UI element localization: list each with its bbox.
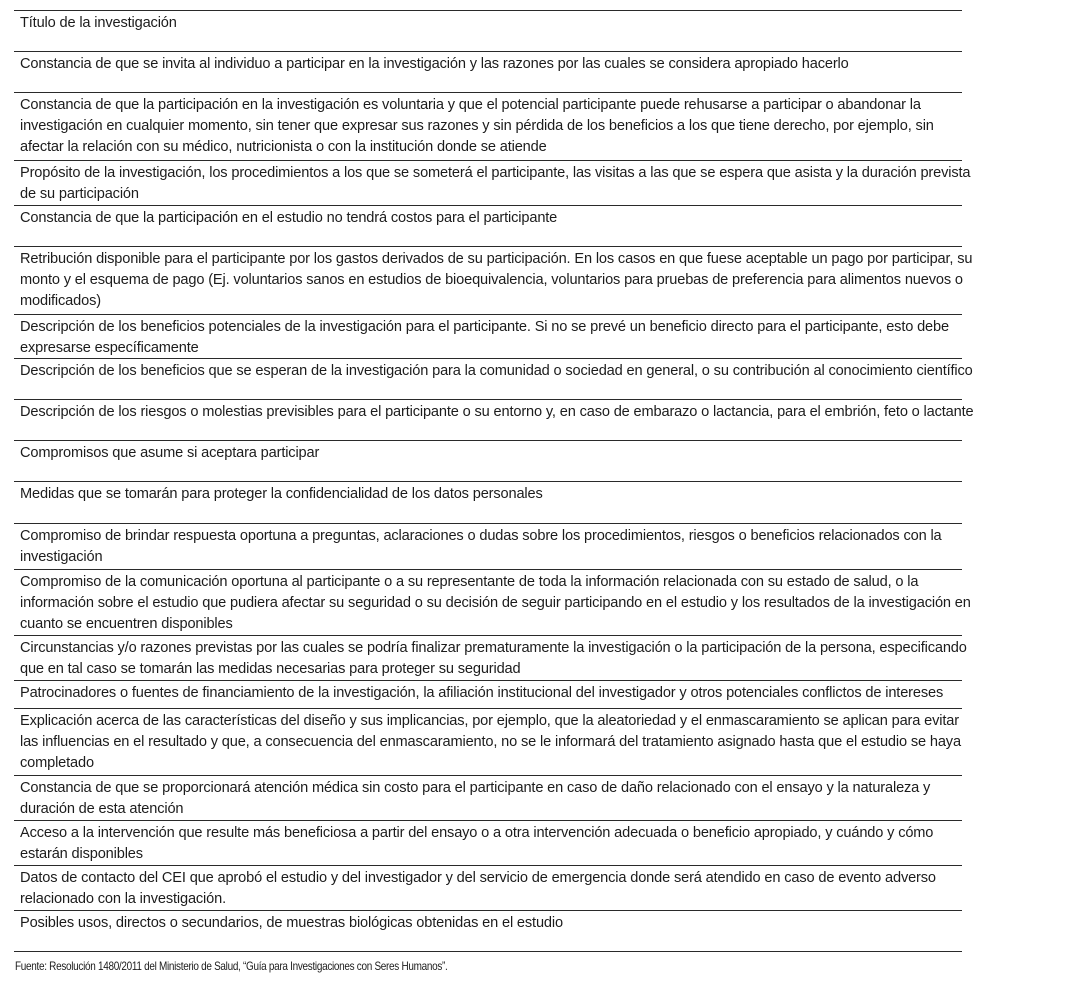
row-text-line: relacionado con la investigación. xyxy=(20,891,226,907)
row-text-line: investigación xyxy=(20,549,103,565)
row-text-line: duración de esta atención xyxy=(20,801,184,817)
table-row xyxy=(14,481,962,523)
table-row xyxy=(14,865,962,910)
row-text-line: Compromiso de la comunicación oportuna al participante o a su representante de toda la información relacionada con su estado de salud, o la xyxy=(20,574,919,590)
row-text-line: afectar la relación con su médico, nutricionista o con la institución donde se atiende xyxy=(20,139,547,155)
table-row xyxy=(14,205,962,246)
table-row xyxy=(14,160,971,205)
row-text-line: Descripción de los riesgos o molestias previsibles para el participante o su entorno y, en caso de embarazo o lactancia, para el embrión, feto o lactante xyxy=(20,404,974,420)
table-row xyxy=(14,51,962,92)
row-text-line: Constancia de que se proporcionará atención médica sin costo para el participante en caso de daño relacionado con el ensayo y la naturaleza y xyxy=(20,780,931,796)
row-text-line: expresarse específicamente xyxy=(20,340,199,356)
row-text-line: Datos de contacto del CEI que aprobó el estudio y del investigador y del servicio de emergencia donde será atendido en caso de evento adverso xyxy=(20,870,936,886)
row-text-line: cuanto se encuentren disponibles xyxy=(20,616,233,632)
row-text-line: Retribución disponible para el participante por los gastos derivados de su participación. En los casos en que fuese aceptable un pago por participar, su xyxy=(20,251,973,267)
row-text-line: Compromiso de brindar respuesta oportuna a preguntas, aclaraciones o dudas sobre los procedimientos, riesgos o beneficios relacionados con la xyxy=(20,528,942,544)
row-text-line: Circunstancias y/o razones previstas por las cuales se podría finalizar prematuramente la investigación o la participación de la persona, especificando xyxy=(20,640,967,656)
row-text-line: investigación en cualquier momento, sin tener que expresar sus razones y sin pérdida de los beneficios a los que tiene derecho, por ejemplo, sin xyxy=(20,118,934,134)
table-row xyxy=(14,10,962,51)
table-row xyxy=(14,680,962,708)
row-text-line: Constancia de que la participación en la investigación es voluntaria y que el potencial participante puede rehusarse a participar o abandonar la xyxy=(20,97,921,113)
row-text-line: Posibles usos, directos o secundarios, de muestras biológicas obtenidas en el estudio xyxy=(20,915,563,931)
table-row xyxy=(14,92,962,160)
table-row xyxy=(14,775,962,820)
row-text-line: Constancia de que la participación en el estudio no tendrá costos para el participante xyxy=(20,210,558,226)
row-text-line: Medidas que se tomarán para proteger la confidencialidad de los datos personales xyxy=(20,486,543,502)
source-footnote: Fuente: Resolución 1480/2011 del Ministerio de Salud, “Guía para Investigaciones con Seres Humanos”. xyxy=(15,960,448,973)
requirements-table xyxy=(14,10,974,952)
table-row xyxy=(14,314,962,358)
row-text-line: Constancia de que se invita al individuo a participar en la investigación y las razones por las cuales se considera apropiado hacerlo xyxy=(20,56,849,72)
row-text-line: que en tal caso se tomarán las medidas necesarias para proteger su seguridad xyxy=(20,661,521,677)
row-text-line: monto y el esquema de pago (Ej. voluntarios sanos en estudios de bioequivalencia, voluntarios para pruebas de preferencia para alimentos nuevos o xyxy=(20,272,963,288)
table-row xyxy=(14,569,971,635)
table-row xyxy=(14,246,973,314)
table-row xyxy=(14,820,962,865)
row-text-line: estarán disponibles xyxy=(20,846,143,862)
row-text-line: Patrocinadores o fuentes de financiamiento de la investigación, la afiliación institucional del investigador y otros potenciales conflictos de intereses xyxy=(20,685,944,701)
row-text-line: Compromisos que asume si aceptara participar xyxy=(20,445,320,461)
table-row xyxy=(14,358,973,399)
table-row xyxy=(14,523,962,569)
row-text-line: modificados) xyxy=(20,293,101,309)
table-row xyxy=(14,708,962,775)
row-text-line: las influencias en el resultado y que, a consecuencia del enmascaramiento, no se le informará del tratamiento asignado hasta que el estudio se haya xyxy=(20,734,961,750)
row-text-line: Acceso a la intervención que resulte más beneficiosa a partir del ensayo o a otra intervención adecuada o beneficio apropiado, y cuándo y cómo xyxy=(20,825,934,841)
row-text-line: Propósito de la investigación, los procedimientos a los que se someterá el participante, las visitas a las que se espera que asista y la duración prevista xyxy=(20,165,971,181)
row-text-line: Explicación acerca de las características del diseño y sus implicancias, por ejemplo, que la aleatoriedad y el enmascaramiento se aplican para evitar xyxy=(20,713,959,729)
row-text-line: información sobre el estudio que pudiera afectar su seguridad o su decisión de seguir participando en el estudio y los resultados de la investigación en xyxy=(20,595,971,611)
row-text-line: de su participación xyxy=(20,186,139,202)
table-row xyxy=(14,440,962,481)
row-text-line: Descripción de los beneficios que se esperan de la investigación para la comunidad o sociedad en general, o su contribución al conocimiento científico xyxy=(20,363,973,379)
table-row xyxy=(14,635,967,680)
row-text-line: Descripción de los beneficios potenciales de la investigación para el participante. Si no se prevé un beneficio directo para el participante, esto debe xyxy=(20,319,949,335)
row-text-line: completado xyxy=(20,755,94,771)
table-row xyxy=(14,399,974,440)
row-text-line: Título de la investigación xyxy=(20,15,177,31)
table-row xyxy=(14,910,962,952)
